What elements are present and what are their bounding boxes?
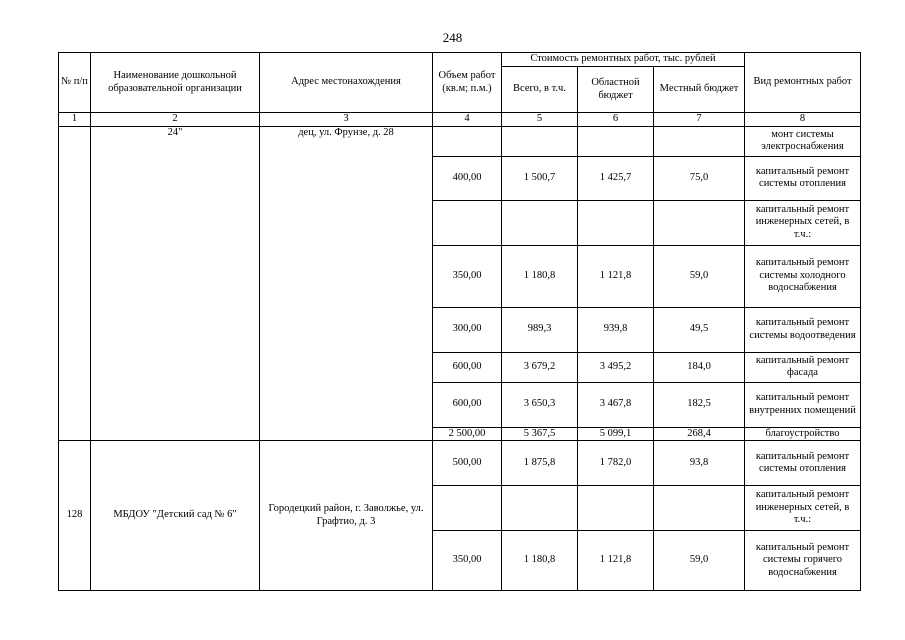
- volume-cell: 500,00: [433, 441, 502, 486]
- volume-cell: [433, 486, 502, 531]
- regional-cell: 939,8: [578, 307, 654, 352]
- volume-cell: 400,00: [433, 156, 502, 200]
- work-type-cell: капитальный ремонт внутренних помещений: [745, 382, 861, 427]
- header-total: Всего, в т.ч.: [502, 67, 578, 113]
- regional-cell: 5 099,1: [578, 427, 654, 441]
- total-cell: 1 875,8: [502, 441, 578, 486]
- total-cell: 5 367,5: [502, 427, 578, 441]
- total-cell: 1 180,8: [502, 245, 578, 307]
- local-cell: 75,0: [654, 156, 745, 200]
- regional-cell: 1 425,7: [578, 156, 654, 200]
- work-type-cell: монт системы электроснабжения: [745, 126, 861, 156]
- regional-cell: [578, 486, 654, 531]
- total-cell: [502, 486, 578, 531]
- local-cell: 59,0: [654, 245, 745, 307]
- total-cell: 989,3: [502, 307, 578, 352]
- header-address: Адрес местонахождения: [260, 53, 433, 113]
- local-cell: [654, 126, 745, 156]
- total-cell: [502, 200, 578, 245]
- regional-cell: 3 495,2: [578, 352, 654, 382]
- total-cell: 3 650,3: [502, 382, 578, 427]
- local-cell: 182,5: [654, 382, 745, 427]
- work-type-cell: капитальный ремонт инженерных сетей, в т.ч.:: [745, 486, 861, 531]
- volume-cell: [433, 200, 502, 245]
- regional-cell: 3 467,8: [578, 382, 654, 427]
- header-work-type: Вид ремонтных работ: [745, 53, 861, 113]
- work-type-cell: капитальный ремонт системы отопления: [745, 441, 861, 486]
- col-number: 4: [433, 113, 502, 127]
- header-local: Местный бюджет: [654, 67, 745, 113]
- regional-cell: [578, 200, 654, 245]
- local-cell: [654, 486, 745, 531]
- page-number: 248: [442, 30, 463, 45]
- work-type-cell: капитальный ремонт системы горячего водоснабжения: [745, 531, 861, 591]
- header-volume: Объем работ (кв.м; п.м.): [433, 53, 502, 113]
- local-cell: 93,8: [654, 441, 745, 486]
- volume-cell: 350,00: [433, 531, 502, 591]
- organization-address: дец, ул. Фрунзе, д. 28: [260, 126, 433, 441]
- regional-cell: 1 121,8: [578, 531, 654, 591]
- organization-address: Городецкий район, г. Заволжье, ул. Графтио, д. 3: [260, 441, 433, 591]
- volume-cell: 600,00: [433, 352, 502, 382]
- header-num: № п/п: [59, 53, 91, 113]
- header-regional: Областной бюджет: [578, 67, 654, 113]
- work-type-cell: капитальный ремонт системы отопления: [745, 156, 861, 200]
- regional-cell: 1 121,8: [578, 245, 654, 307]
- col-number: 1: [59, 113, 91, 127]
- local-cell: 184,0: [654, 352, 745, 382]
- column-number-row: [59, 113, 861, 127]
- col-number: 5: [502, 113, 578, 127]
- table-row: [59, 441, 861, 486]
- header-name: Наименование дошкольной образовательной организации: [91, 53, 260, 113]
- organization-name: 24": [91, 126, 260, 441]
- col-number: 2: [91, 113, 260, 127]
- work-type-cell: капитальный ремонт фасада: [745, 352, 861, 382]
- regional-cell: [578, 126, 654, 156]
- col-number: 8: [745, 113, 861, 127]
- col-number: 3: [260, 113, 433, 127]
- work-type-cell: благоустройство: [745, 427, 861, 441]
- work-type-cell: капитальный ремонт системы водоотведения: [745, 307, 861, 352]
- total-cell: 1 180,8: [502, 531, 578, 591]
- local-cell: [654, 200, 745, 245]
- work-type-cell: капитальный ремонт системы холодного водоснабжения: [745, 245, 861, 307]
- local-cell: 268,4: [654, 427, 745, 441]
- volume-cell: [433, 126, 502, 156]
- local-cell: 59,0: [654, 531, 745, 591]
- volume-cell: 350,00: [433, 245, 502, 307]
- volume-cell: 600,00: [433, 382, 502, 427]
- volume-cell: 2 500,00: [433, 427, 502, 441]
- col-number: 6: [578, 113, 654, 127]
- table-row: [59, 126, 861, 156]
- total-cell: 3 679,2: [502, 352, 578, 382]
- organization-name: МБДОУ "Детский сад № 6": [91, 441, 260, 591]
- repair-works-table: [58, 52, 861, 591]
- work-type-cell: капитальный ремонт инженерных сетей, в т.ч.:: [745, 200, 861, 245]
- col-number: 7: [654, 113, 745, 127]
- row-num-cell: [59, 126, 91, 441]
- regional-cell: 1 782,0: [578, 441, 654, 486]
- total-cell: 1 500,7: [502, 156, 578, 200]
- header-cost-group: Стоимость ремонтных работ, тыс. рублей: [502, 53, 745, 67]
- volume-cell: 300,00: [433, 307, 502, 352]
- total-cell: [502, 126, 578, 156]
- row-num-cell: 128: [59, 441, 91, 591]
- local-cell: 49,5: [654, 307, 745, 352]
